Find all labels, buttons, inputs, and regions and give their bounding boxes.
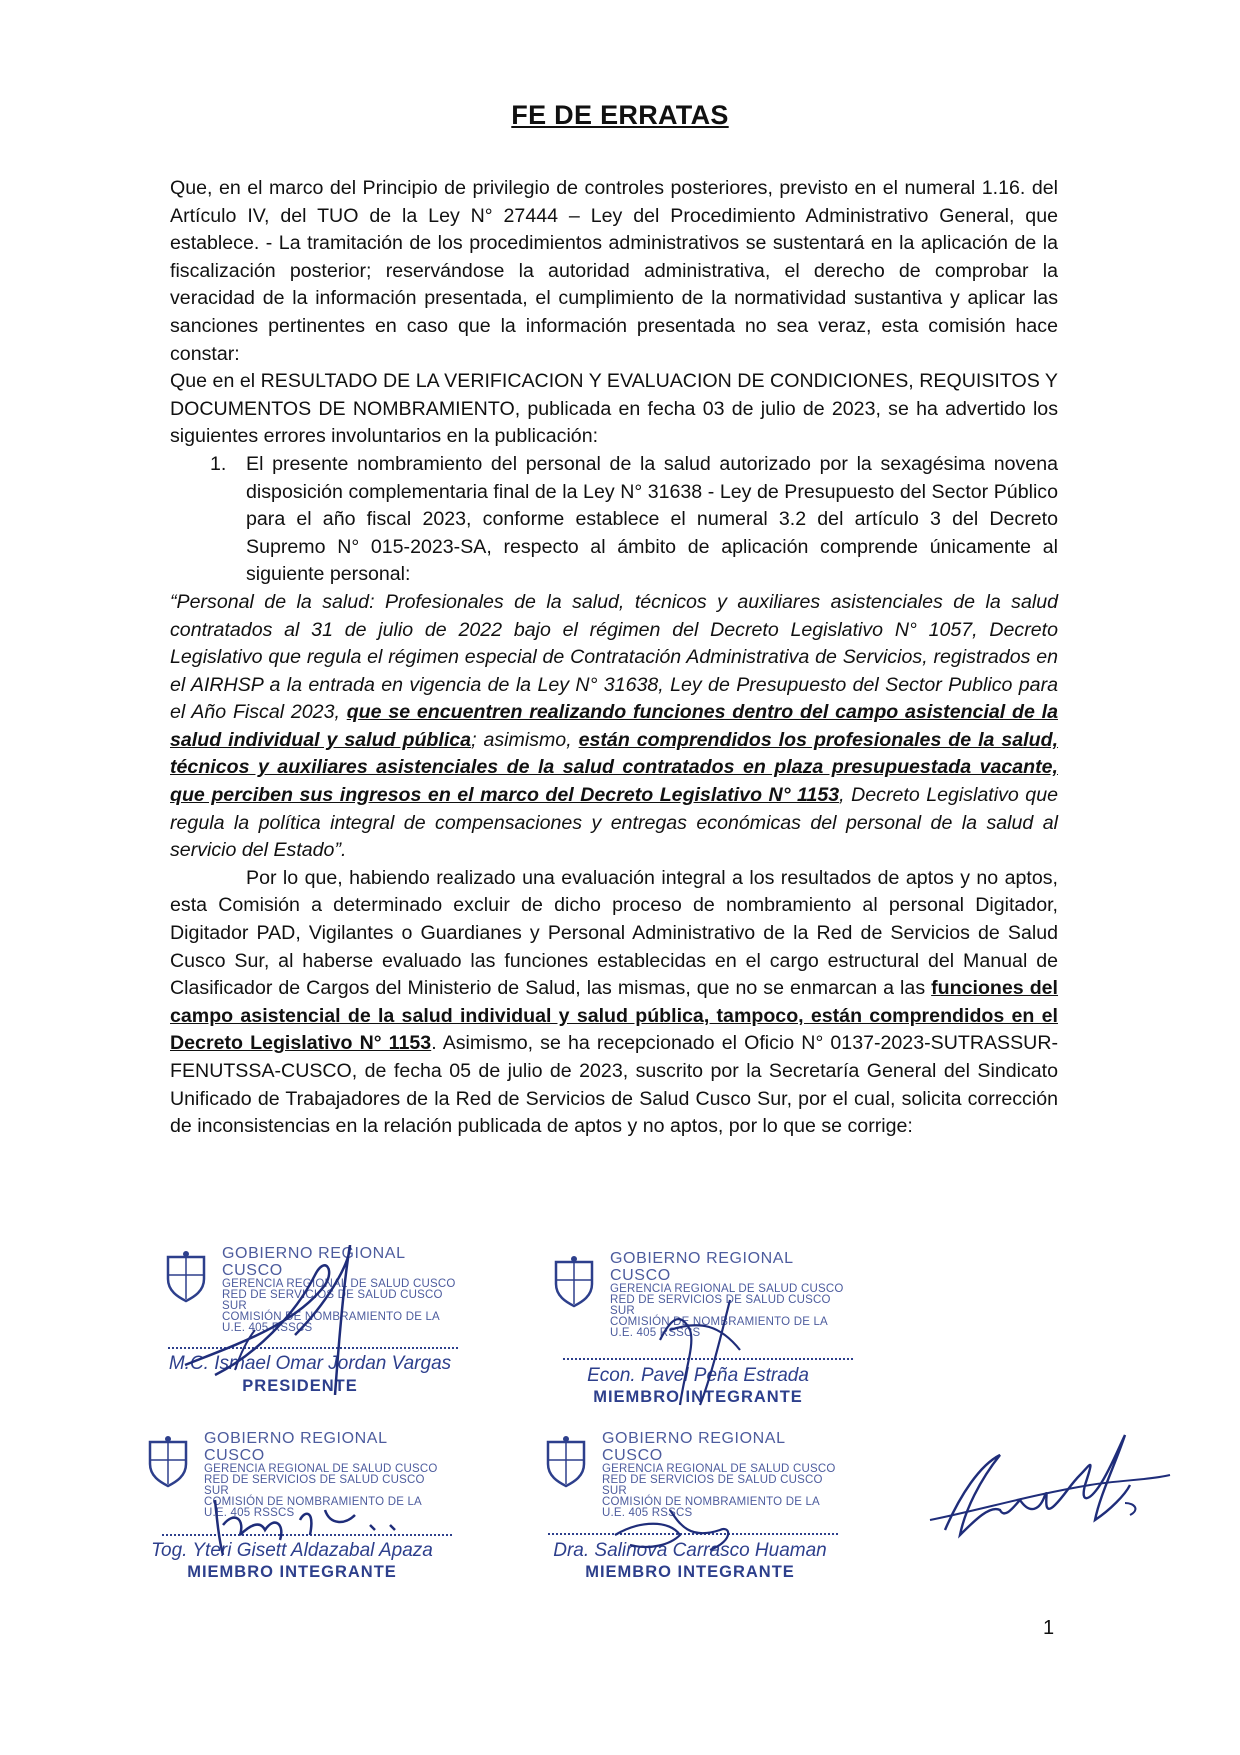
signature-icon xyxy=(175,1245,415,1395)
stamp-line: U.E. 405 RSSCS xyxy=(204,1507,295,1519)
stamp-line: COMISIÓN DE NOMBRAMIENTO DE LA xyxy=(204,1496,422,1508)
stamp-line: GERENCIA REGIONAL DE SALUD CUSCO xyxy=(610,1283,844,1295)
stamp-line: GERENCIA REGIONAL DE SALUD CUSCO xyxy=(602,1463,836,1475)
paragraph-closing xyxy=(170,865,1058,1141)
signature-icon xyxy=(205,1480,405,1560)
document-body xyxy=(170,175,1058,1141)
signatory-name: Econ. Pavel Peña Estrada xyxy=(587,1365,809,1386)
stamp-line: U.E. 405 RSSCS xyxy=(602,1507,693,1519)
stamp-line: RED DE SERVICIOS DE SALUD CUSCO SUR xyxy=(222,1289,443,1312)
closing-text-1: Por lo que, habiendo realizado una evaluación integral a los resultados de aptos y no aptos, esta Comisión a determinado excluir de dicho proceso de nombramiento al personal Digitador, Digitador PAD, Vigilantes o Guardianes y Personal Administrativo de la Red de Servicios de Salud Cusco Sur, al haberse evaluado las funciones establecidas en el cargo estructural del Manual de Clasificador de Cargos del Ministerio de Salud, las mismas, que no se enmarcan a las xyxy=(170,866,1058,1000)
signature-icon xyxy=(640,1280,780,1410)
quote-text-3: , Decreto Legislativo que regula la política integral de compensaciones y entregas económicas del personal de la salud al servicio del Estado”. xyxy=(170,784,1058,862)
stamp-line: COMISIÓN DE NOMBRAMIENTO DE LA xyxy=(222,1311,440,1323)
stamp-line: GOBIERNO REGIONAL CUSCO xyxy=(204,1430,387,1464)
signatory-role: MIEMBRO INTEGRANTE xyxy=(585,1563,795,1581)
stamp-line: GERENCIA REGIONAL DE SALUD CUSCO xyxy=(222,1278,456,1290)
list-item xyxy=(170,451,1058,589)
stamp-line: COMISIÓN DE NOMBRAMIENTO DE LA xyxy=(602,1496,820,1508)
stamp-line: GERENCIA REGIONAL DE SALUD CUSCO xyxy=(204,1463,438,1475)
legal-quote xyxy=(170,589,1058,865)
list-item-text: El presente nombramiento del personal de la salud autorizado por la sexagésima novena disposición complementaria final de la Ley N° 31638 - Ley de Presupuesto del Sector Público para el año fiscal 2023, conforme establece el numeral 3.2 del artículo 3 del Decreto Supremo N° 015-2023-SA, respecto al ámbito de aplicación comprende únicamente al siguiente personal: xyxy=(246,452,1058,586)
quote-underlined-1: que se encuentren realizando funciones dentro del campo asistencial de la salud individual y salud pública xyxy=(170,701,1059,751)
quote-text-1: “Personal de la salud: Profesionales de la salud, técnicos y auxiliares asistenciales de la salud contratados al 31 de julio de 2022 bajo el régimen del Decreto Legislativo N° 1057, Decreto Legislativo que regula el régimen especial de Contratación Administrativa de Servicios, registrados en el AIRHSP a la entrada en vigencia de la Ley N° 31638, Ley de Presupuesto del Sector Publico para el Año Fiscal 2023, xyxy=(170,590,1058,724)
stamp-line: U.E. 405 RSSCS xyxy=(222,1322,313,1334)
coat-of-arms-icon xyxy=(142,1436,194,1488)
signature-icon xyxy=(610,1490,750,1560)
stamp-line: GOBIERNO REGIONAL CUSCO xyxy=(222,1245,405,1279)
signatory-name: Tog. Yteri Gisett Aldazabal Apaza xyxy=(151,1540,433,1561)
stamp-line: RED DE SERVICIOS DE SALUD CUSCO SUR xyxy=(602,1474,823,1497)
stamp-line: U.E. 405 RSSCS xyxy=(610,1327,701,1339)
stamp-line: COMISIÓN DE NOMBRAMIENTO DE LA xyxy=(610,1316,828,1328)
coat-of-arms-icon xyxy=(540,1436,592,1488)
page-number: 1 xyxy=(1043,1617,1055,1639)
signatory-role: MIEMBRO INTEGRANTE xyxy=(187,1563,397,1581)
signatory-role: PRESIDENTE xyxy=(242,1377,358,1395)
signatory-name: Dra. Salinova Carrasco Huaman xyxy=(553,1540,827,1561)
paragraph-principle: Que, en el marco del Principio de privilegio de controles posteriores, previsto en el numeral 1.16. del Artículo IV, del TUO de la Ley N° 27444 – Ley del Procedimiento Administrativo General, que establece. - La tramitación de los procedimientos administrativos se sustentará en la aplicación de la fiscalización posterior; reservándose la autoridad administrativa, el derecho de comprobar la veracidad de la información presentada, el cumplimiento de la normatividad sustantiva y aplicar las sanciones pertinentes en caso que la información presentada no sea veraz, esta comisión hace constar: xyxy=(170,177,1058,365)
signature-icon xyxy=(920,1425,1180,1555)
closing-underlined: funciones del campo asistencial de la salud individual y salud pública, tampoco, están comprendidos en el Decreto Legislativo N° 1153 xyxy=(170,977,1059,1055)
closing-text-2: . Asimismo, se ha recepcionado el Oficio N° 0137-2023-SUTRASSUR-FENUTSSA-CUSCO, de fecha 05 de julio de 2023, suscrito por la Secretaría General del Sindicato Unificado de Trabajadores de la Red de Servicios de Salud Cusco Sur, por el cual, solicita corrección de inconsistencias en la relación publicada de aptos y no aptos, por lo que se corrige: xyxy=(170,1032,1058,1138)
document-title: FE DE ERRATAS xyxy=(511,100,729,130)
quote-underlined-2: están comprendidos los profesionales de la salud, técnicos y auxiliares asistenciales de la salud contratados en plaza presupuestada vacante, que perciben sus ingresos en el marco del Decreto Legislativo N° 1153 xyxy=(170,728,1059,807)
quote-text-2: ; asimismo, xyxy=(471,728,579,751)
stamp-line: RED DE SERVICIOS DE SALUD CUSCO SUR xyxy=(204,1474,425,1497)
list-item-number: 1. xyxy=(210,452,227,475)
signatory-role: MIEMBRO INTEGRANTE xyxy=(593,1388,803,1406)
signatory-name: M.C. Ismael Omar Jordan Vargas xyxy=(168,1353,452,1374)
stamp-line: GOBIERNO REGIONAL CUSCO xyxy=(602,1430,785,1464)
stamp-line: GOBIERNO REGIONAL CUSCO xyxy=(610,1250,793,1284)
coat-of-arms-icon xyxy=(548,1256,600,1308)
stamp-line: RED DE SERVICIOS DE SALUD CUSCO SUR xyxy=(610,1294,831,1317)
paragraph-result: Que en el RESULTADO DE LA VERIFICACION Y EVALUACION DE CONDICIONES, REQUISITOS Y DOCUMENTOS DE NOMBRAMIENTO, publicada en fecha 03 de julio de 2023, se ha advertido los siguientes errores involuntarios en la publicación: xyxy=(170,370,1058,448)
